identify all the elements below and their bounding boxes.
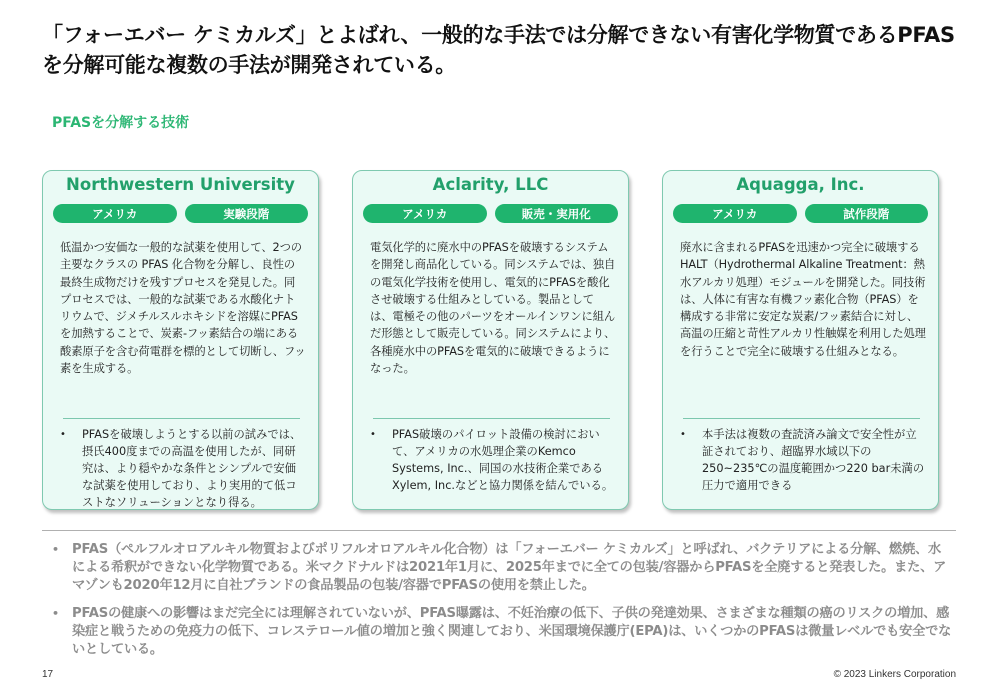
card-note-text: PFAS破壊のパイロット設備の検討において、アメリカの水処理企業のKemco Systems, Inc.、同国の水技術企業であるXylem, Inc.などと協力関係を結んでいる。: [392, 428, 614, 492]
card-description: 廃水に含まれるPFASを迅速かつ完全に破壊するHALT（Hydrothermal Alkaline Treatment：熱水アルカリ処理）モジュールを開発した。同技術は、人体に有害な有機フッ素化合物（PFAS）を構成する非常に安定な炭素/フッ素結合に対し、高温の圧縮と苛性アルカリ性触媒を利用した処理を行うことで完全に破壊する仕組みとなる。: [680, 241, 926, 358]
bullet-icon: •: [370, 429, 376, 440]
card-badges: [673, 204, 928, 223]
card-note-text: 本手法は複数の査読済み論文で安全性が立証されており、超臨界水域以下の250~235℃の温度範囲かつ220 bar未満の圧力で適用できる: [702, 428, 925, 492]
card-note: [370, 426, 616, 494]
bullet-icon: •: [52, 543, 59, 556]
stage-badge: 実験段階: [185, 204, 309, 223]
country-badge: アメリカ: [363, 204, 487, 223]
footnote-text: PFASの健康への影響はまだ完全には理解されていないが、PFAS曝露は、不妊治療の低下、子供の発達効果、さまざまな種類の癌のリスクの増加、感染症と戦うための免疫力の低下、コレステロール値の増加と強く関連しており、米国環境保護庁(EPA)は、いくつかのPFASは微量レベルでも安全でないとしている。: [72, 606, 952, 657]
tech-card-northwestern: [42, 170, 319, 510]
section-title: PFASを分解する技術: [52, 115, 190, 131]
bullet-icon: •: [52, 607, 59, 620]
bullet-icon: •: [60, 429, 66, 440]
card-title: Aquagga, Inc.: [736, 175, 865, 194]
page-number: 17: [42, 669, 54, 680]
footnote-item: [52, 605, 952, 659]
bullet-icon: •: [680, 429, 686, 440]
footnotes: [52, 541, 952, 669]
card-badges: [53, 204, 308, 223]
card-divider: [683, 418, 920, 419]
tech-card-aclarity: [352, 170, 629, 510]
stage-badge: 試作段階: [805, 204, 929, 223]
stage-badge: 販売・実用化: [495, 204, 619, 223]
copyright: © 2023 Linkers Corporation: [833, 669, 956, 680]
card-description: 電気化学的に廃水中のPFASを破壊するシステムを開発し商品化している。同システムでは、独自の電気化学技術を使用し、電気的にPFASを酸化させ破壊する仕組みとしている。製品としては、電極その他のパーツをオールインワンに組んだ形態として販売している。同システムにより、各種廃水中のPFASを電気的に破壊できるようになった。: [370, 241, 616, 376]
country-badge: アメリカ: [53, 204, 177, 223]
card-description: 低温かつ安価な一般的な試薬を使用して、2つの主要なクラスの PFAS 化合物を分解し、良性の最終生成物だけを残すプロセスを発見した。同プロセスでは、一般的な試薬である水酸化ナトリウムで、ジメチルスルホキシドを溶媒にPFASを加熱することで、炭素-フッ素結合の端にある酸素原子を含む荷電群を標的として切断し、フッ素を生成する。: [60, 241, 306, 376]
footnote-text: PFAS（ペルフルオロアルキル物質およびポリフルオロアルキル化合物）は「フォーエバー ケミカルズ」と呼ばれ、バクテリアによる分解、燃焼、水による希釈ができない化学物質である。米マクドナルドは2021年1月に、2025年までに全ての包装/容器からPFASを全廃すると発表した。また、アマゾンも2020年12月に自社ブランドの食品製品の包装/容器でPFASの使用を禁止した。: [72, 542, 947, 593]
card-badges: [363, 204, 618, 223]
card-note-text: PFASを破壊しようとする以前の試みでは、摂氏400度までの高温を使用したが、同研究は、より穏やかな条件とシンプルで安価な試薬を使用しており、より実用的て低コストなソリューションとなり得る。: [82, 428, 302, 509]
page-headline: 「フォーエバー ケミカルズ」とよばれ、一般的な手法では分解できない有害化学物質であるPFASを分解可能な複数の手法が開発されている。: [42, 23, 955, 77]
section-divider: [42, 530, 956, 531]
card-title: Aclarity, LLC: [432, 175, 549, 194]
card-note: [680, 426, 926, 494]
card-note: [60, 426, 306, 511]
footnote-item: [52, 541, 952, 595]
card-divider: [63, 418, 300, 419]
card-title: Northwestern University: [66, 175, 295, 194]
tech-card-aquagga: [662, 170, 939, 510]
country-badge: アメリカ: [673, 204, 797, 223]
card-divider: [373, 418, 610, 419]
